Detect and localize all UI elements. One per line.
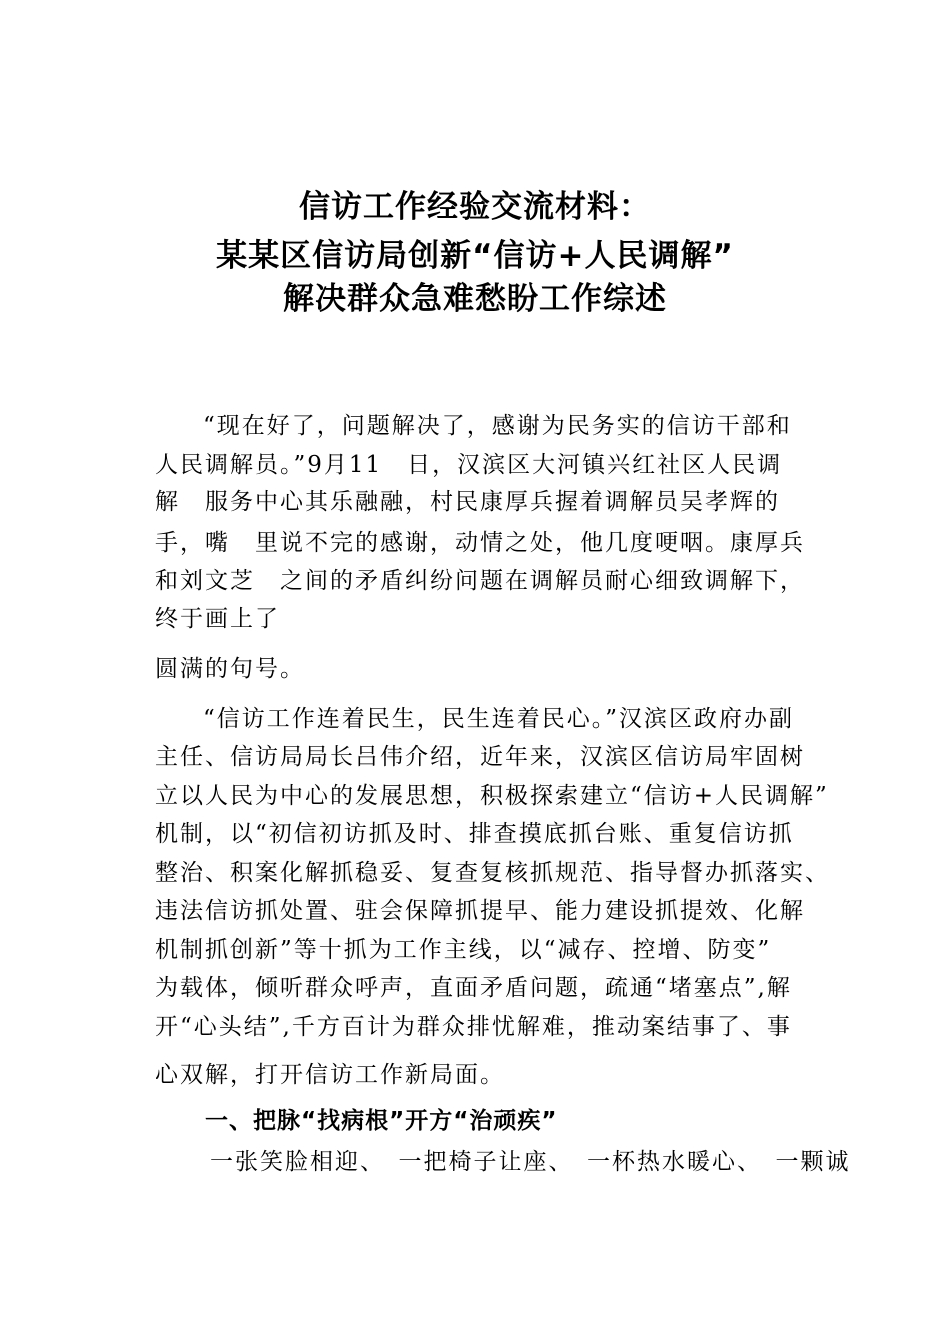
paragraph-1-line: 手，嘴 里说不完的感谢，动情之处，他几度哽咽。康厚兵	[155, 530, 805, 556]
paragraph-1-line: 解 服务中心其乐融融，村民康厚兵握着调解员吴孝辉的	[155, 489, 780, 515]
section-heading: 一、把脉“找病根”开方“治顽疾”	[205, 1108, 558, 1134]
document-title-line-2: 某某区信访局创新“信访+人民调解”	[216, 238, 734, 274]
paragraph-2-line: 整治、积案化解抓稳妥、复查复核抓规范、指导督办抓落实、	[155, 860, 830, 886]
document-title-line-1: 信访工作经验交流材料：	[299, 189, 651, 225]
paragraph-2-line: 违法信访抓处置、驻会保障抓提早、能力建设抓提效、化解	[155, 898, 805, 924]
paragraph-2-line: 机制，以“初信初访抓及时、排查摸底抓台账、重复信访抓	[155, 821, 794, 847]
paragraph-2-line: 机制抓创新”等十抓为工作主线，以“减存、控增、防变”	[155, 937, 772, 963]
paragraph-2-line: 开“心头结”,千方百计为群众排忧解难，推动案结事了、事	[155, 1014, 792, 1040]
paragraph-1-line: 终于画上了	[155, 606, 280, 632]
paragraph-3-line: 一张笑脸相迎、 一把椅子让座、 一杯热水暖心、 一颗诚	[210, 1149, 851, 1175]
paragraph-1-line: 圆满的句号。	[155, 656, 305, 682]
paragraph-2-line: 立以人民为中心的发展思想，积极探索建立“信访+人民调解”	[155, 783, 829, 809]
paragraph-2-line: 为载体，倾听群众呼声，直面矛盾问题，疏通“堵塞点”,解	[155, 975, 792, 1001]
paragraph-2-line: “信访工作连着民生，民生连着民心。”汉滨区政府办副	[203, 706, 795, 732]
paragraph-1-line: 人民调解员。”9月11 日，汉滨区大河镇兴红社区人民调	[155, 452, 783, 478]
paragraph-1-line: 和刘文芝 之间的矛盾纠纷问题在调解员耐心细致调解下，	[155, 568, 805, 594]
paragraph-2-line: 心双解，打开信访工作新局面。	[155, 1062, 505, 1088]
document-title-line-3: 解决群众急难愁盼工作综述	[283, 281, 667, 317]
paragraph-1-line: “现在好了，问题解决了，感谢为民务实的信访干部和	[203, 413, 792, 439]
paragraph-2-line: 主任、信访局局长吕伟介绍，近年来，汉滨区信访局牢固树	[155, 744, 805, 770]
